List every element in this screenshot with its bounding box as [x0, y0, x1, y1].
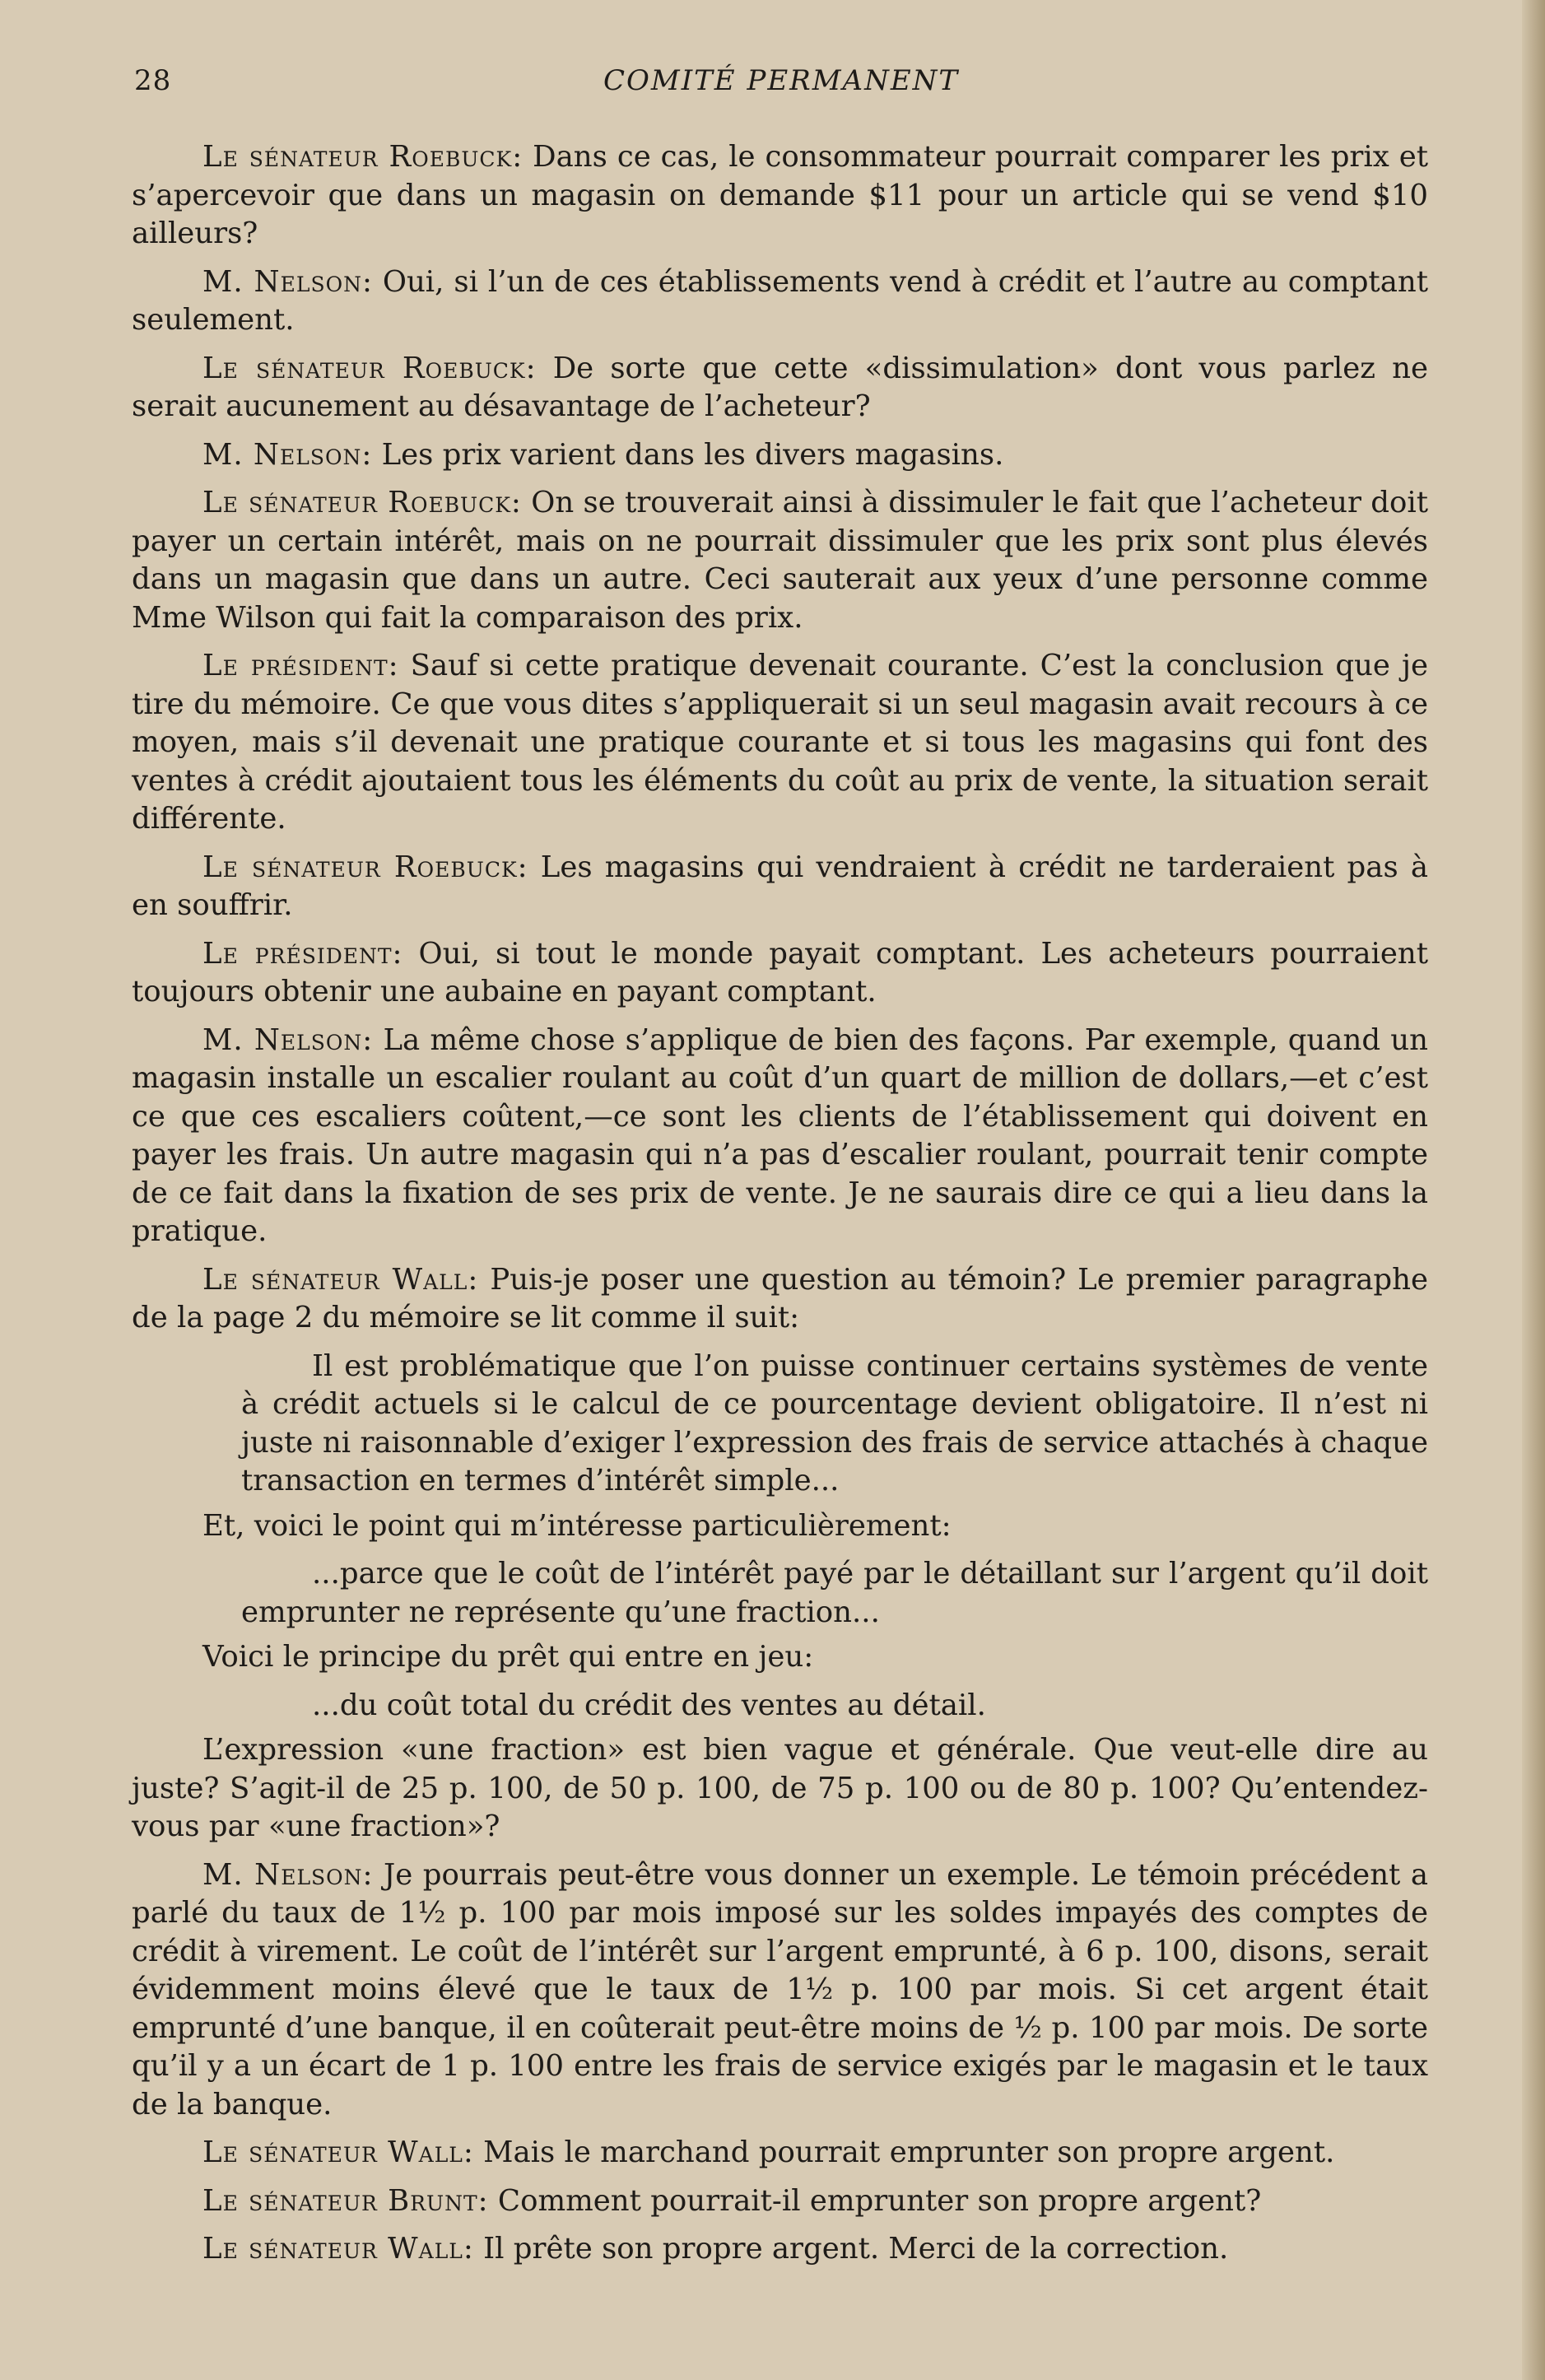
speaker-paragraph [132, 436, 1428, 475]
paragraph-text: Il est problématique que l’on puisse continuer certains systèmes de vente à crédit actuels si le calcul de ce pourcentage devient obligatoire. Il n’est ni juste ni raisonnable d’exiger l’expression des frais de service attachés à chaque transaction en termes d’intérêt simple... [241, 1348, 1428, 1497]
speaker-name: M. Nelson: [202, 1022, 374, 1057]
speaker-paragraph [132, 2134, 1428, 2173]
paragraph-text: Oui, si tout le monde payait comptant. Les acheteurs pourraient toujours obtenir une aubaine en payant comptant. [132, 936, 1428, 1008]
paragraph-text: Les prix varient dans les divers magasins. [372, 437, 1004, 472]
transcript-body [132, 138, 1428, 2279]
speaker-name: Le sénateur Roebuck: [202, 351, 537, 385]
speaker-name: Le sénateur Wall: [202, 2232, 474, 2266]
paragraph-text: Dans ce cas, le consommateur pourrait comparer les prix et s’apercevoir que dans un magasin on demande $11 pour un article qui se vend $10 ailleurs? [132, 140, 1429, 250]
speaker-name: Le sénateur Roebuck: [202, 486, 522, 519]
running-title: COMITÉ PERMANENT [603, 64, 960, 97]
paragraph-text: Mais le marchand pourrait emprunter son propre argent. [473, 2135, 1335, 2169]
speaker-name: Le sénateur Roebuck: [202, 850, 528, 884]
paragraph-text: Il prête son propre argent. Merci de la correction. [473, 2232, 1229, 2266]
paragraph-text: Je pourrais peut-être vous donner un exemple. Le témoin précédent a parlé du taux de 1½ p. 100 par mois imposé sur les soldes impayés des comptes de crédit à virement. Le coût de l’intérêt sur l’argent emprunté, à 6 p. 100, disons, serait évidemment moins élevé que le taux de 1½ p. 100 par mois. Si cet argent était emprunté d’une banque, il en coûterait peut-être moins de ½ p. 100 par mois. De sorte qu’il y a un écart de 1 p. 100 entre les frais de service exigés par le magasin et le taux de la banque. [132, 1857, 1429, 2122]
paragraph-text: Oui, si l’un de ces établissements vend à crédit et l’autre au comptant seulement. [132, 264, 1428, 337]
speaker-paragraph [132, 647, 1428, 839]
speaker-paragraph [132, 350, 1428, 426]
page-edge [1522, 0, 1545, 2380]
speaker-name: Le sénateur Wall: [202, 2135, 474, 2169]
paragraph-text: ...du coût total du crédit des ventes au détail. [312, 1688, 986, 1722]
paragraph-text: Puis-je poser une question au témoin? Le premier paragraphe de la page 2 du mémoire se lit comme il suit: [132, 1262, 1428, 1334]
speaker-name: M. Nelson: [202, 437, 373, 472]
paragraph-text: Comment pourrait-il emprunter son propre argent? [488, 2183, 1262, 2218]
speaker-name: Le président: [202, 649, 399, 682]
speaker-paragraph [132, 263, 1428, 340]
speaker-paragraph [132, 935, 1428, 1012]
speaker-paragraph [132, 1022, 1428, 1251]
paragraph-text: La même chose s’applique de bien des façons. Par exemple, quand un magasin installe un escalier roulant au coût d’un quart de million de dollars,—et c’est ce que ces escaliers coûtent,—ce sont les clients de l’établissement qui doivent en payer les frais. Un autre magasin qui n’a pas d’escalier roulant, pourrait tenir compte de ce fait dans la fixation de ses prix de vente. Je ne saurais dire ce qui a lieu dans la pratique. [132, 1022, 1429, 1248]
paragraph-text: Et, voici le point qui m’intéresse particulièrement: [202, 1508, 952, 1543]
speaker-paragraph [132, 138, 1428, 254]
page-header [134, 64, 1418, 114]
paragraph-text: Voici le principe du prêt qui entre en jeu: [202, 1640, 814, 1674]
paragraph-text: Les magasins qui vendraient à crédit ne tarderaient pas à en souffrir. [132, 850, 1429, 922]
speaker-paragraph [132, 2230, 1428, 2269]
speaker-name: M. Nelson: [202, 1857, 374, 1892]
page-number: 28 [134, 64, 172, 97]
speaker-paragraph [132, 2182, 1428, 2221]
paragraph [132, 1507, 1428, 1546]
speaker-name: Le sénateur Brunt: [202, 2183, 489, 2218]
speaker-paragraph [132, 849, 1428, 925]
speaker-name: Le sénateur Roebuck: [202, 140, 524, 174]
paragraph-text: L’expression «une fraction» est bien vague et générale. Que veut-elle dire au juste? S’agit-il de 25 p. 100, de 50 p. 100, de 75 p. 100 ou de 80 p. 100? Qu’entendez-vous par «une fraction»? [132, 1733, 1428, 1843]
paragraph [132, 1638, 1428, 1677]
speaker-paragraph [132, 484, 1428, 637]
quoted-passage [132, 1687, 1428, 1726]
quoted-passage [132, 1555, 1428, 1632]
paragraph-text: ...parce que le coût de l’intérêt payé par le détaillant sur l’argent qu’il doit emprunter ne représente qu’une fraction... [241, 1557, 1428, 1629]
speaker-name: Le président: [202, 936, 403, 971]
speaker-name: Le sénateur Wall: [202, 1262, 479, 1297]
quoted-passage [132, 1348, 1428, 1501]
speaker-paragraph [132, 1261, 1428, 1338]
paragraph-text: De sorte que cette «dissimulation» dont vous parlez ne serait aucunement au désavantage de l’acheteur? [132, 351, 1428, 423]
paragraph-text: Sauf si cette pratique devenait courante. C’est la conclusion que je tire du mémoire. Ce que vous dites s’appliquerait si un seul magasin avait recours à ce moyen, mais s’il devenait une pratique courante et si tous les magasins qui font des ventes à crédit ajoutaient tous les éléments du coût au prix de vente, la situation serait différente. [132, 649, 1429, 836]
paragraph-text: On se trouverait ainsi à dissimuler le fait que l’acheteur doit payer un certain intérêt, mais on ne pourrait dissimuler que les prix sont plus élevés dans un magasin que dans un autre. Ceci sauterait aux yeux d’une personne comme Mme Wilson qui fait la comparaison des prix. [132, 486, 1429, 635]
speaker-paragraph [132, 1731, 1428, 1847]
speaker-paragraph [132, 1856, 1428, 2125]
speaker-name: M. Nelson: [202, 264, 373, 299]
